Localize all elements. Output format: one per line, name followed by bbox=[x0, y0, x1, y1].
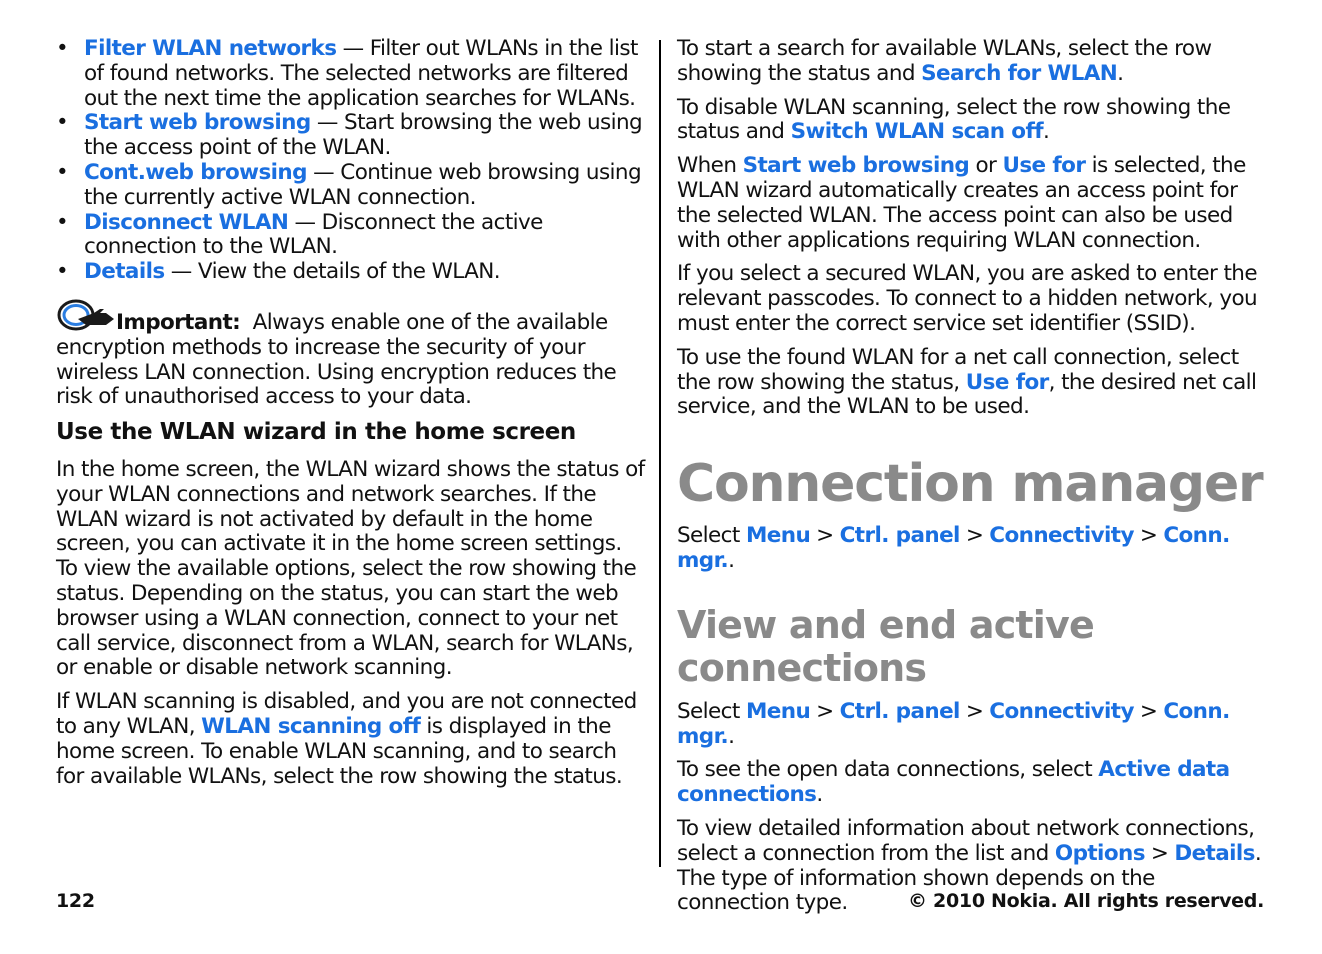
scanning-paragraph bbox=[56, 690, 646, 789]
text-span: is displayed in the home screen. To enable WLAN scanning, and to search for available WLANs, select the row showing the status. bbox=[56, 713, 623, 789]
text-span: . bbox=[1117, 60, 1124, 86]
text-span: To start a search for available WLANs, select the row showing the status and bbox=[677, 36, 1212, 86]
conn-mgr-link[interactable]: Conn. mgr. bbox=[677, 698, 1230, 749]
list-item bbox=[56, 111, 646, 161]
copyright: © 2010 Nokia. All rights reserved. bbox=[908, 890, 1264, 912]
text-span: . bbox=[728, 723, 735, 749]
search-paragraph bbox=[677, 37, 1269, 87]
active-data-connections-link[interactable]: Active data connections bbox=[677, 757, 1230, 808]
note-hand-icon bbox=[56, 299, 116, 333]
text-span: To see the open data connections, select bbox=[677, 757, 1099, 783]
text-span: When bbox=[677, 153, 743, 179]
ctrl-panel-link[interactable]: Ctrl. panel bbox=[839, 698, 960, 724]
text-span: . bbox=[1042, 119, 1050, 145]
use-for-link[interactable]: Use for bbox=[1002, 153, 1086, 179]
list-item-text: — Continue web browsing using the currently active WLAN connection. bbox=[84, 159, 642, 210]
switch-wlan-scan-off-link[interactable]: Switch WLAN scan off bbox=[790, 119, 1043, 145]
column-divider bbox=[659, 40, 661, 867]
text-span: To view detailed information about network connections, select a connection from the list and bbox=[677, 815, 1255, 866]
text-span: is selected, the WLAN wizard automatically creates an access point for the selected WLAN. The access point can also be used with other applications requiring WLAN connection. bbox=[677, 153, 1246, 253]
left-column bbox=[56, 37, 646, 798]
options-list bbox=[56, 37, 646, 285]
text-span: To disable WLAN scanning, select the row showing the status and bbox=[677, 94, 1231, 145]
text-span: . bbox=[816, 782, 823, 808]
section-heading: Use the WLAN wizard in the home screen bbox=[56, 419, 576, 446]
wizard-paragraph: In the home screen, the WLAN wizard shows the status of your WLAN connections and network searches. If the WLAN wizard is not activated by default in the home screen, you can activate it in the home screen settings. To view the available options, select the row showing the status. Depending on the status, you can start the web browser using a WLAN connection, connect to your net call service, disconnect from a WLAN, search for WLANs, or enable or disable network scanning. bbox=[56, 456, 645, 681]
connectivity-link[interactable]: Connectivity bbox=[989, 698, 1134, 724]
menu-link[interactable]: Menu bbox=[745, 523, 811, 549]
chapter-title: Connection manager bbox=[677, 454, 1263, 515]
text-span: If WLAN scanning is disabled, and you are not connected to any WLAN, bbox=[56, 689, 637, 739]
options-link[interactable]: Options bbox=[1054, 840, 1145, 866]
menu-path bbox=[677, 524, 1269, 574]
separator: > bbox=[965, 523, 984, 549]
menu-link[interactable]: Menu bbox=[745, 698, 811, 724]
list-item-text: — Filter out WLANs in the list of found networks. The selected networks are filtered out the next time the application searches for WLANs. bbox=[84, 36, 638, 111]
use-for-link[interactable]: Use for bbox=[965, 369, 1049, 395]
important-text: Always enable one of the available encryption methods to increase the security of your wireless LAN connection. Using encryption reduces the risk of unauthorised access to your data. bbox=[56, 309, 617, 410]
text-span: , the desired net call service, and the WLAN to be used. bbox=[677, 369, 1257, 420]
connectivity-link[interactable]: Connectivity bbox=[989, 523, 1134, 549]
filter-wlan-networks-link[interactable]: Filter WLAN networks bbox=[84, 36, 337, 61]
separator: > bbox=[816, 523, 834, 549]
text-span: . The type of information shown depends on the connection type. bbox=[677, 840, 1262, 916]
separator: > bbox=[1150, 840, 1169, 866]
page-number: 122 bbox=[56, 890, 95, 912]
search-for-wlan-link[interactable]: Search for WLAN bbox=[921, 60, 1118, 86]
open-connections-paragraph bbox=[677, 758, 1269, 808]
list-item bbox=[56, 260, 646, 285]
important-label: Important: bbox=[116, 309, 241, 335]
text-span: To use the found WLAN for a net call connection, select the row showing the status, bbox=[677, 344, 1239, 395]
wlan-scanning-off-link[interactable]: WLAN scanning off bbox=[201, 713, 421, 739]
access-point-paragraph bbox=[677, 154, 1269, 253]
section-title: View and end active connections bbox=[677, 602, 1094, 690]
text-span: . bbox=[728, 547, 735, 573]
text-span: or bbox=[969, 153, 1003, 179]
text-span: Select bbox=[677, 698, 746, 724]
list-item bbox=[56, 37, 646, 111]
separator: > bbox=[816, 698, 834, 724]
disconnect-wlan-link[interactable]: Disconnect WLAN bbox=[84, 209, 289, 235]
menu-path bbox=[677, 700, 1269, 750]
net-call-paragraph bbox=[677, 346, 1269, 420]
right-column bbox=[677, 37, 1269, 925]
ctrl-panel-link[interactable]: Ctrl. panel bbox=[839, 523, 960, 549]
separator: > bbox=[1139, 698, 1158, 724]
list-item-text: — Disconnect the active connection to the WLAN. bbox=[84, 209, 543, 260]
list-item bbox=[56, 161, 646, 211]
start-web-browsing-link[interactable]: Start web browsing bbox=[84, 110, 311, 136]
separator: > bbox=[1139, 523, 1158, 549]
start-web-browsing-link[interactable]: Start web browsing bbox=[742, 153, 970, 179]
list-item-text: — View the details of the WLAN. bbox=[164, 259, 500, 285]
secured-wlan-paragraph: If you select a secured WLAN, you are asked to enter the relevant passcodes. To connect to a hidden network, you must enter the correct service set identifier (SSID). bbox=[677, 261, 1258, 336]
cont-web-browsing-link[interactable]: Cont.web browsing bbox=[84, 159, 307, 185]
text-span: Select bbox=[677, 523, 746, 549]
details-link[interactable]: Details bbox=[1174, 840, 1255, 866]
disable-scan-paragraph bbox=[677, 96, 1269, 146]
details-link[interactable]: Details bbox=[84, 259, 165, 285]
list-item-text: — Start browsing the web using the access point of the WLAN. bbox=[84, 110, 643, 161]
conn-mgr-link[interactable]: Conn. mgr. bbox=[677, 523, 1230, 573]
separator: > bbox=[965, 698, 984, 724]
important-note bbox=[56, 299, 646, 410]
list-item bbox=[56, 211, 646, 261]
